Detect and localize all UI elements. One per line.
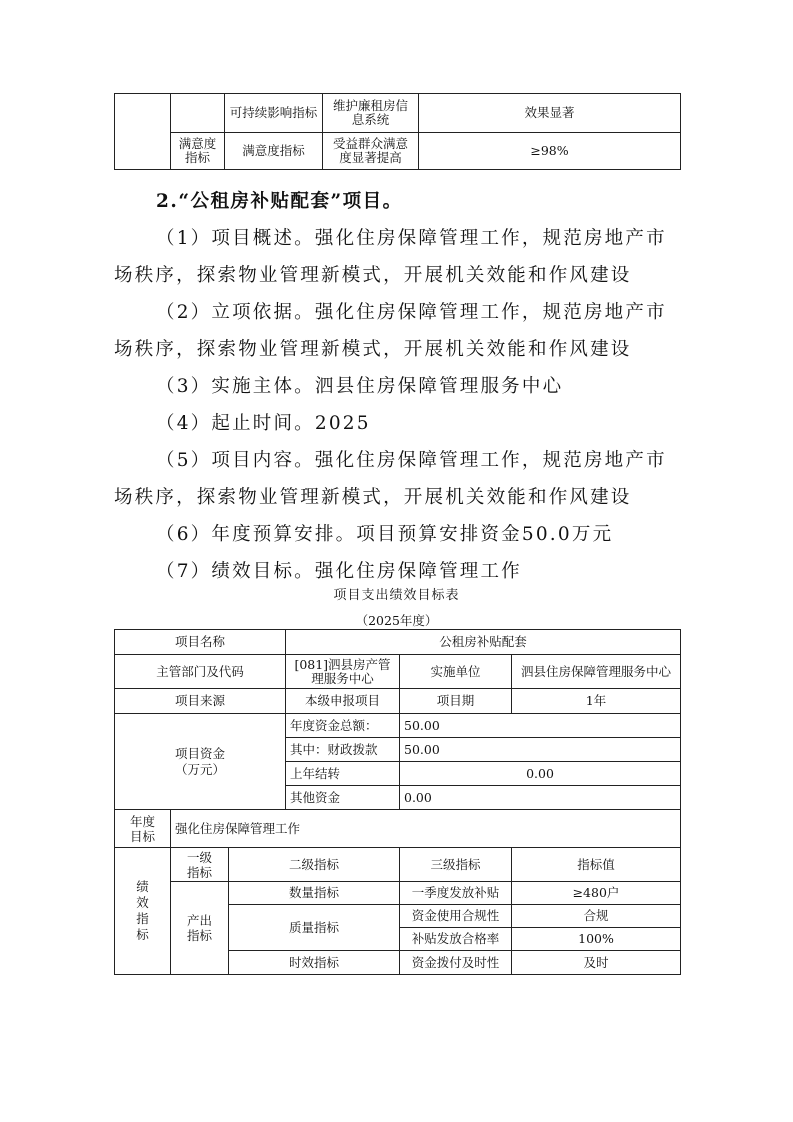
dept-label: 主管部门及代码: [115, 655, 286, 689]
paragraph-line: 场秩序，探索物业管理新模式，开展机关效能和作风建设: [114, 339, 632, 360]
period-value: 1年: [512, 689, 681, 714]
funds-label-text: 项目资金（万元）: [174, 745, 225, 777]
row-val: 合规: [512, 905, 681, 928]
fund-row-value: 50.00: [400, 714, 681, 738]
annual-goal-label: [115, 810, 171, 848]
impl-label: 实施单位: [400, 655, 512, 689]
paragraph-line: （3）实施主体。泗县住房保障管理服务中心: [156, 376, 564, 397]
table-year: （2025年度）: [355, 613, 438, 628]
funds-label: [115, 714, 286, 810]
row-val: ≥480户: [512, 882, 681, 905]
fund-row-label: 上年结转: [286, 762, 400, 786]
paragraph-line: （4）起止时间。2025: [156, 413, 371, 434]
row-l3: 资金拨付及时性: [400, 951, 512, 975]
period-label: 项目期: [400, 689, 512, 714]
table-cell: 效果显著: [419, 94, 681, 133]
row-l2: 时效指标: [229, 951, 400, 975]
paragraph-line: 场秩序，探索物业管理新模式，开展机关效能和作风建设: [114, 265, 632, 286]
table-cell: 满意度指标: [225, 133, 323, 170]
table-cell-empty: [115, 94, 171, 170]
row-val: 100%: [512, 928, 681, 951]
table-cell-empty: [171, 94, 225, 133]
header-l2: 二级指标: [229, 848, 400, 882]
row-l3: 资金使用合规性: [400, 905, 512, 928]
row-l3: 补贴发放合格率: [400, 928, 512, 951]
table-cell: ≥98%: [419, 133, 681, 170]
table-caption: 项目支出绩效目标表: [333, 588, 460, 603]
annual-goal-value: 强化住房保障管理工作: [171, 810, 681, 848]
indicator-table-continued: [114, 93, 681, 170]
performance-target-table: [114, 629, 681, 975]
header-val: 指标值: [512, 848, 681, 882]
dept-value: [081]泗县房产管理服务中心: [286, 655, 400, 689]
output-label-text: 产出指标: [186, 913, 212, 943]
table-cell: 满意度指标: [171, 133, 225, 170]
impl-value: 泗县住房保障管理服务中心: [512, 655, 681, 689]
header-l1-text: 一级指标: [186, 849, 212, 880]
header-l1: [171, 848, 229, 882]
source-label: 项目来源: [115, 689, 286, 714]
paragraph-line: （1）项目概述。强化住房保障管理工作，规范房地产市: [156, 228, 667, 249]
fund-row-value: 0.00: [400, 786, 681, 810]
paragraph-line: （5）项目内容。强化住房保障管理工作，规范房地产市: [156, 450, 667, 471]
row-l2: 质量指标: [229, 905, 400, 951]
paragraph-line: 场秩序，探索物业管理新模式，开展机关效能和作风建设: [114, 487, 632, 508]
row-val: 及时: [512, 951, 681, 975]
source-value: 本级申报项目: [286, 689, 400, 714]
project-name-value: 公租房补贴配套: [286, 630, 681, 655]
paragraph-line: （7）绩效目标。强化住房保障管理工作: [156, 561, 522, 582]
section-heading: 2.“公租房补贴配套”项目。: [156, 191, 403, 212]
row-l2: 数量指标: [229, 882, 400, 905]
table-cell: 维护廉租房信息系统: [323, 94, 419, 133]
paragraph-line: （2）立项依据。强化住房保障管理工作，规范房地产市: [156, 302, 667, 323]
output-label: [171, 882, 229, 975]
project-name-label: 项目名称: [115, 630, 286, 655]
row-l3: 一季度发放补贴: [400, 882, 512, 905]
perf-label-text: 绩效指标: [136, 879, 149, 942]
fund-row-value: 50.00: [400, 738, 681, 762]
fund-row-value: 0.00: [400, 762, 681, 786]
fund-row-label: 其中：财政拨款: [286, 738, 400, 762]
paragraph-line: （6）年度预算安排。项目预算安排资金50.0万元: [156, 524, 614, 545]
table-cell: 可持续影响指标: [225, 94, 323, 133]
perf-label: [115, 848, 171, 975]
fund-row-label: 其他资金: [286, 786, 400, 810]
header-l3: 三级指标: [400, 848, 512, 882]
table-cell: 受益群众满意度显著提高: [323, 133, 419, 170]
fund-row-label: 年度资金总额：: [286, 714, 400, 738]
annual-goal-label-text: 年度目标: [129, 813, 155, 844]
